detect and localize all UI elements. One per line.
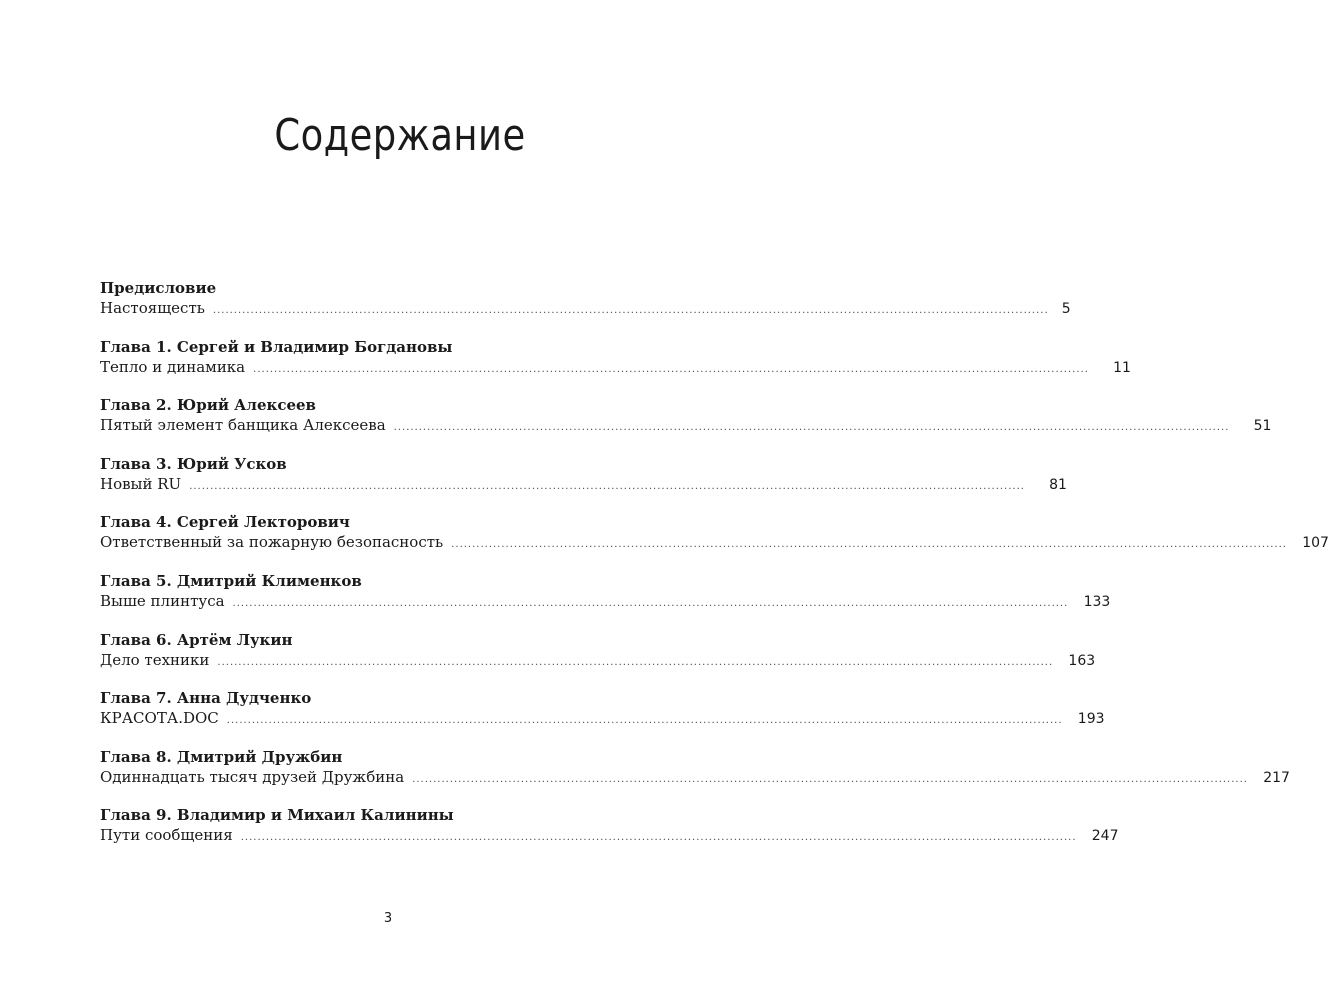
- entry-page-number: 247: [1091, 828, 1119, 845]
- dot-leader: ........................................................................................................................................................................................................: [240, 832, 1077, 844]
- toc-entry[interactable]: [100, 474, 1067, 494]
- table-of-contents: [100, 278, 1329, 864]
- dot-leader: ........................................................................................................................................................................................................: [451, 539, 1287, 551]
- entry-page-number: 5: [1061, 301, 1071, 317]
- section-heading: Глава 6. Артём Лукин: [100, 630, 293, 649]
- section-heading: Глава 7. Анна Дудченко: [100, 689, 312, 708]
- section-heading: Глава 4. Сергей Лекторович: [100, 513, 350, 532]
- toc-section-chapter-4: [100, 512, 1329, 571]
- toc-section-chapter-2: [100, 395, 1272, 454]
- entry-title: Одиннадцать тысяч друзей Дружбина: [100, 767, 405, 786]
- toc-section-chapter-9: [100, 805, 1119, 864]
- section-heading: Глава 8. Дмитрий Дружбин: [100, 747, 343, 766]
- dot-leader: ........................................................................................................................................................................................................: [393, 422, 1230, 434]
- entry-page-number: 11: [1113, 359, 1131, 376]
- toc-entry[interactable]: [100, 650, 1096, 670]
- page-title: Содержание: [274, 110, 526, 161]
- entry-page-number: 81: [1049, 476, 1067, 493]
- entry-title: Новый RU: [100, 474, 182, 493]
- toc-section-preface: [100, 278, 1071, 337]
- dot-leader: ........................................................................................................................................................................................................: [226, 715, 1063, 727]
- dot-leader: ........................................................................................................................................................................................................: [189, 480, 1025, 492]
- entry-title: КРАСОТА.DOC: [100, 709, 219, 728]
- toc-section-chapter-3: [100, 454, 1067, 513]
- toc-section-chapter-6: [100, 630, 1096, 689]
- toc-entry[interactable]: [100, 298, 1071, 318]
- toc-entry[interactable]: [100, 415, 1272, 435]
- toc-entry[interactable]: [100, 591, 1111, 611]
- entry-title: Ответственный за пожарную безопасность: [100, 533, 444, 552]
- toc-entry[interactable]: [100, 767, 1290, 787]
- toc-entry[interactable]: [100, 708, 1105, 728]
- entry-title: Дело техники: [100, 650, 210, 669]
- section-heading: Глава 3. Юрий Усков: [100, 454, 287, 473]
- toc-section-chapter-5: [100, 571, 1111, 630]
- footer-page-number: 3: [383, 911, 393, 926]
- toc-section-chapter-8: [100, 747, 1290, 806]
- section-heading: Глава 1. Сергей и Владимир Богдановы: [100, 337, 453, 356]
- entry-page-number: 51: [1253, 418, 1272, 435]
- dot-leader: ........................................................................................................................................................................................................: [212, 305, 1049, 316]
- entry-page-number: 133: [1083, 593, 1111, 610]
- dot-leader: ........................................................................................................................................................................................................: [232, 597, 1069, 609]
- section-heading: Глава 2. Юрий Алексеев: [100, 396, 316, 415]
- toc-section-chapter-7: [100, 688, 1105, 747]
- entry-page-number: 217: [1263, 769, 1290, 786]
- entry-page-number: 163: [1068, 652, 1096, 669]
- toc-entry[interactable]: [100, 825, 1119, 845]
- toc-entry[interactable]: [100, 532, 1329, 552]
- entry-page-number: 193: [1077, 711, 1105, 728]
- dot-leader: ........................................................................................................................................................................................................: [253, 363, 1089, 375]
- section-heading: Глава 5. Дмитрий Клименков: [100, 571, 362, 590]
- entry-title: Тепло и динамика: [100, 357, 246, 376]
- entry-title: Пятый элемент банщика Алексеева: [100, 416, 386, 435]
- dot-leader: ........................................................................................................................................................................................................: [217, 656, 1054, 668]
- entry-title: Настоящесть: [100, 299, 205, 317]
- dot-leader: ........................................................................................................................................................................................................: [412, 773, 1248, 785]
- section-heading: Глава 9. Владимир и Михаил Калинины: [100, 806, 454, 825]
- section-heading: Предисловие: [100, 279, 217, 297]
- toc-section-chapter-1: [100, 337, 1131, 396]
- entry-title: Выше плинтуса: [100, 591, 225, 610]
- entry-page-number: 107: [1302, 535, 1329, 552]
- entry-title: Пути сообщения: [100, 826, 233, 845]
- toc-entry[interactable]: [100, 357, 1131, 377]
